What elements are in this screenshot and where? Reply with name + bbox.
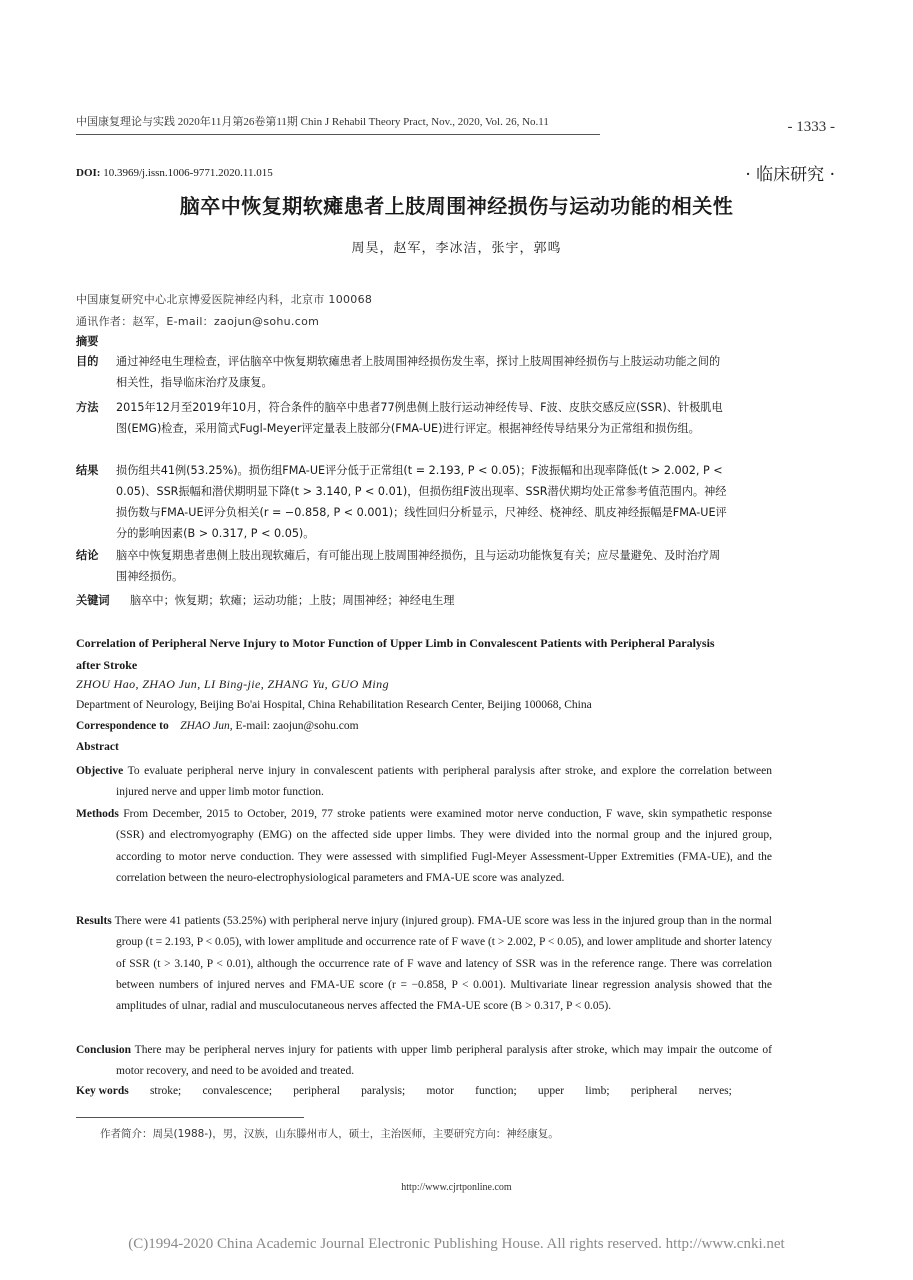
abstract-cn-methods (76, 397, 731, 439)
keywords-en (76, 1085, 732, 1097)
journal-url[interactable]: http://www.cjrtponline.com (401, 1182, 512, 1193)
keyword: nerves; (698, 1085, 732, 1097)
text: There may be peripheral nerves injury for patients with upper limb peripheral paralysis after stroke, which may impair the outcome of motor recovery, and need to be avoided and treated. (116, 1044, 772, 1078)
correspondence-en (76, 720, 359, 732)
keyword: peripheral (293, 1085, 340, 1097)
text: 脑卒中；恢复期；软瘫；运动功能；上肢；周围神经；神经电生理 (130, 594, 455, 607)
text: 损伤组共41例(53.25%)。损伤组FMA-UE评分低于正常组(t = 2.193, P < 0.05)；F波振幅和出现率降低(t > 2.002, P < 0.05)、SSR振幅和潜伏期明显下降(t > 3.140, P < 0.01)，但损伤组F波出现率、SSR潜伏期均处正常参考值范围内。神经损伤数与FMA-UE评分负相关(r = −0.858, P < 0.001)；线性回归分析显示，尺神经、桡神经、肌皮神经振幅是FMA-UE评分的影响因素(B > 0.317, P < 0.05)。 (116, 464, 727, 540)
text: 脑卒中恢复期患者患侧上肢出现软瘫后，有可能出现上肢周围神经损伤，且与运动功能恢复有关；应尽量避免、及时治疗周围神经损伤。 (116, 549, 721, 583)
keyword: stroke; (149, 1085, 182, 1097)
abstract-cn-results (76, 460, 731, 544)
footnote-rule (76, 1117, 304, 1118)
journal-citation: 中国康复理论与实践 2020年11月第26卷第11期 Chin J Rehabil Theory Pract, Nov., 2020, Vol. 26, No.11 (76, 116, 549, 128)
label: 方法 (76, 401, 99, 414)
abstract-cn-conclusion (76, 545, 731, 587)
email: E-mail: zaojun@sohu.com (235, 720, 359, 732)
text: From December, 2015 to October, 2019, 77 stroke patients were examined motor nerve conduction, F wave, skin sympathetic response (SSR) and electromyography (EMG) on the affected side upper limbs. They were divided into the normal group and the injured group, according to motor nerve conduction. They were assessed with simplified Fugl-Meyer Assessment-Upper Extremities (FMA-UE), and the correlation between the neuro-electrophysiological parameters and FMA-UE score was analyzed. (116, 808, 772, 884)
doi-label: DOI: (76, 167, 101, 179)
label: 结论 (76, 549, 99, 562)
label: Objective (76, 765, 124, 777)
label: 目的 (76, 355, 99, 368)
label: Results (76, 915, 112, 927)
label: Correspondence to (76, 720, 169, 732)
doi (76, 167, 273, 179)
authors-en: ZHOU Hao, ZHAO Jun, LI Bing-jie, ZHANG Yu, GUO Ming (76, 677, 389, 691)
abstract-en-conclusion (76, 1040, 772, 1083)
keyword: convalescence; (202, 1085, 273, 1097)
keyword: upper (537, 1085, 565, 1097)
correspondence-cn: 通讯作者：赵军，E-mail：zaojun@sohu.com (76, 315, 320, 328)
affiliation-cn: 中国康复研究中心北京博爱医院神经内科，北京市 100068 (76, 293, 373, 306)
authors-cn: 周昊，赵军，李冰洁，张宇，郭鸣 (351, 241, 562, 256)
affiliation-en: Department of Neurology, Beijing Bo'ai Hospital, China Rehabilitation Research Center, Beijing 100068, China (76, 699, 592, 711)
title-cn: 脑卒中恢复期软瘫患者上肢周围神经损伤与运动功能的相关性 (179, 194, 734, 218)
keyword: limb; (585, 1085, 610, 1097)
keyword: paralysis; (361, 1085, 406, 1097)
header-rule (76, 134, 600, 135)
page-number: - 1333 - (787, 119, 835, 135)
keyword: motor (426, 1085, 454, 1097)
author-footnote: 作者简介：周昊(1988-)，男，汉族，山东滕州市人，硕士，主治医师，主要研究方向：神经康复。 (100, 1128, 559, 1140)
keywords-cn (76, 590, 731, 611)
copyright-notice: (C)1994-2020 China Academic Journal Electronic Publishing House. All rights reserved. http://www.cnki.net (128, 1236, 785, 1252)
text: There were 41 patients (53.25%) with peripheral nerve injury (injured group). FMA-UE score was less in the injured group than in the normal group (t = 2.193, P < 0.05), with lower amplitude and occurrence rate of F wave (t > 2.002, P < 0.05), and lower amplitude and shorter latency of SSR (t > 3.140, P < 0.01), although the occurrence rate of F wave and latency of SSR was in the reference range. There was correlation between numbers of injured nerves and FMA-UE score (r = −0.858, P < 0.001). Multivariate linear regression analysis showed that the amplitudes of ulnar, radial and musculocutaneous nerves affected the FMA-UE score (B > 0.317, P < 0.05). (114, 915, 772, 1013)
text: 通过神经电生理检查，评估脑卒中恢复期软瘫患者上肢周围神经损伤发生率，探讨上肢周围神经损伤与上肢运动功能之间的相关性，指导临床治疗及康复。 (116, 355, 721, 389)
abstract-heading-cn: 摘要 (76, 335, 99, 348)
abstract-cn-objective (76, 351, 731, 393)
abstract-en-objective (76, 761, 772, 804)
abstract-en-methods (76, 804, 772, 889)
text: To evaluate peripheral nerve injury in convalescent patients with peripheral paralysis after stroke, and explore the correlation between injured nerve and upper limb motor function. (116, 765, 773, 799)
label: Methods (76, 808, 119, 820)
label: Conclusion (76, 1044, 131, 1056)
keyword: peripheral (630, 1085, 678, 1097)
title-en: Correlation of Peripheral Nerve Injury to Motor Function of Upper Limb in Convalescent Patients with Peripheral Paralysis after Stroke (76, 636, 715, 672)
column-label: · 临床研究 · (745, 165, 835, 185)
label: Key words (76, 1085, 129, 1097)
abstract-en-results (76, 911, 772, 1017)
keyword: function; (475, 1085, 517, 1097)
text: 2015年12月至2019年10月，符合条件的脑卒中患者77例患侧上肢行运动神经传导、F波、皮肤交感反应(SSR)、针极肌电图(EMG)检查，采用简式Fugl-Meyer评定量表上肢部分(FMA-UE)进行评定。根据神经传导结果分为正常组和损伤组。 (116, 401, 723, 435)
label: 关键词 (76, 594, 110, 607)
name: ZHAO Jun, (180, 720, 233, 732)
abstract-heading-en: Abstract (76, 741, 119, 753)
doi-value: 10.3969/j.issn.1006-9771.2020.11.015 (103, 167, 273, 179)
label: 结果 (76, 464, 99, 477)
